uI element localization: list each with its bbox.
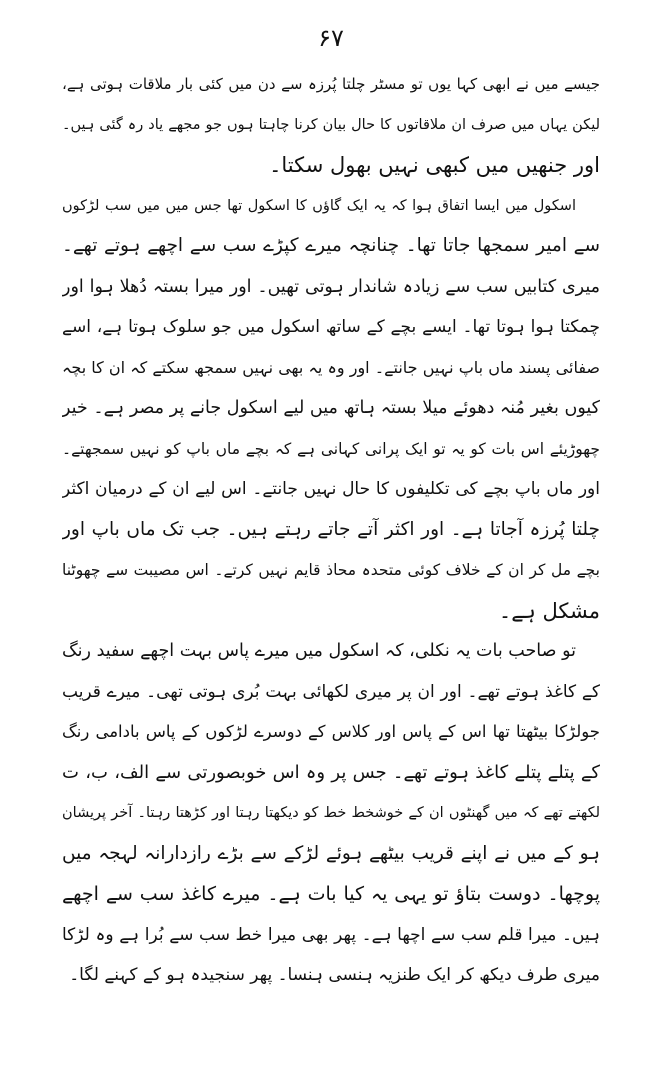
text-line: تو صاحب بات یہ نکلی، کہ اسکول میں میرے پاس بہت اچھے سفید رنگ [62, 641, 576, 661]
body-text [62, 64, 600, 996]
text-line: چھوڑیئے اس بات کو یہ تو ایک پرانی کہانی ہے کہ بچے ماں باپ کو نہیں سمجھتے۔ [62, 439, 600, 458]
text-line: پوچھا۔ دوست بتاؤ تو یہی یہ کیا بات ہے۔ میرے کاغذ سب سے اچھے [62, 883, 600, 905]
text-line: میری کتابیں سب سے زیادہ شاندار ہوتی تھیں۔ اور میرا بستہ دُھلا ہوا اور [62, 276, 600, 297]
text-line: چمکتا ہوا ہوتا تھا۔ ایسے بچے کے ساتھ اسکول میں جو سلوک ہوتا ہے، اسے [62, 317, 600, 337]
text-line: چلتا پُرزہ آجاتا ہے۔ اور اکثر آتے جاتے رہتے ہیں۔ جب تک ماں باپ اور [62, 518, 600, 540]
text-line: جولڑکا بیٹھتا تھا اس کے پاس اور کلاس کے دوسرے لڑکوں کے پاس بادامی رنگ [62, 722, 600, 741]
text-line: بچے مل کر ان کے خلاف کوئی متحدہ محاذ قایم نہیں کرتے۔ اس مصیبت سے چھوٹنا [62, 561, 600, 579]
page-number: ۶۷ [318, 24, 344, 52]
text-line: کے پتلے پتلے کاغذ ہوتے تھے۔ جس پر وہ اس خوبصورتی سے الف، ب، ت [62, 761, 600, 783]
text-line: لکھتے تھے کہ میں گھنٹوں ان کے خوشخط خط کو دیکھتا رہتا اور کڑھتا رہتا۔ آخر پریشان [62, 805, 600, 821]
text-line: اور ماں باپ بچے کی تکلیفوں کا حال نہیں جانتے۔ اس لیے ان کے درمیان اکثر [62, 479, 600, 499]
text-line: لیکن یہاں میں صرف ان ملاقاتوں کا حال بیان کرنا چاہتا ہوں جو مجھے یاد رہ گئی ہیں۔ [62, 116, 600, 133]
text-line: ہو کے میں نے اپنے قریب بیٹھے ہوئے لڑکے سے بڑے رازدارانہ لہجہ میں [62, 842, 600, 864]
text-line: اسکول میں ایسا اتفاق ہوا کہ یہ ایک گاؤں کا اسکول تھا جس میں میں سب لڑکوں [62, 197, 576, 214]
text-line: ہیں۔ میرا قلم سب سے اچھا ہے۔ پھر بھی میرا خط سب سے بُرا ہے وہ لڑکا [62, 924, 600, 945]
text-line: کیوں بغیر مُنہ دھوئے میلا بستہ ہاتھ میں لیے اسکول جانے پر مصر ہے۔ خیر [62, 398, 600, 418]
text-line: مشکل ہے۔ [498, 598, 600, 623]
text-line: میری طرف دیکھ کر ایک طنزیہ ہنسی ہنسا۔ پھر سنجیدہ ہو کے کہنے لگا۔ [69, 965, 600, 985]
text-line: صفائی پسند ماں باپ نہیں جانتے۔ اور وہ یہ بھی نہیں سمجھ سکتے کہ ان کا بچہ [62, 357, 600, 377]
text-line: سے امیر سمجھا جاتا تھا۔ چنانچہ میرے کپڑے سب سے اچھے ہوتے تھے۔ [62, 235, 600, 256]
text-line: کے کاغذ ہوتے تھے۔ اور ان پر میری لکھائی بہت بُری ہوتی تھی۔ میرے قریب [62, 681, 600, 702]
text-line: اور جنھیں میں کبھی نہیں بھول سکتا۔ [269, 153, 600, 177]
text-line: جیسے میں نے ابھی کہا یوں تو مسٹر چلتا پُرزہ سے دن میں کئی بار ملاقات ہوتی ہے، [62, 75, 600, 93]
